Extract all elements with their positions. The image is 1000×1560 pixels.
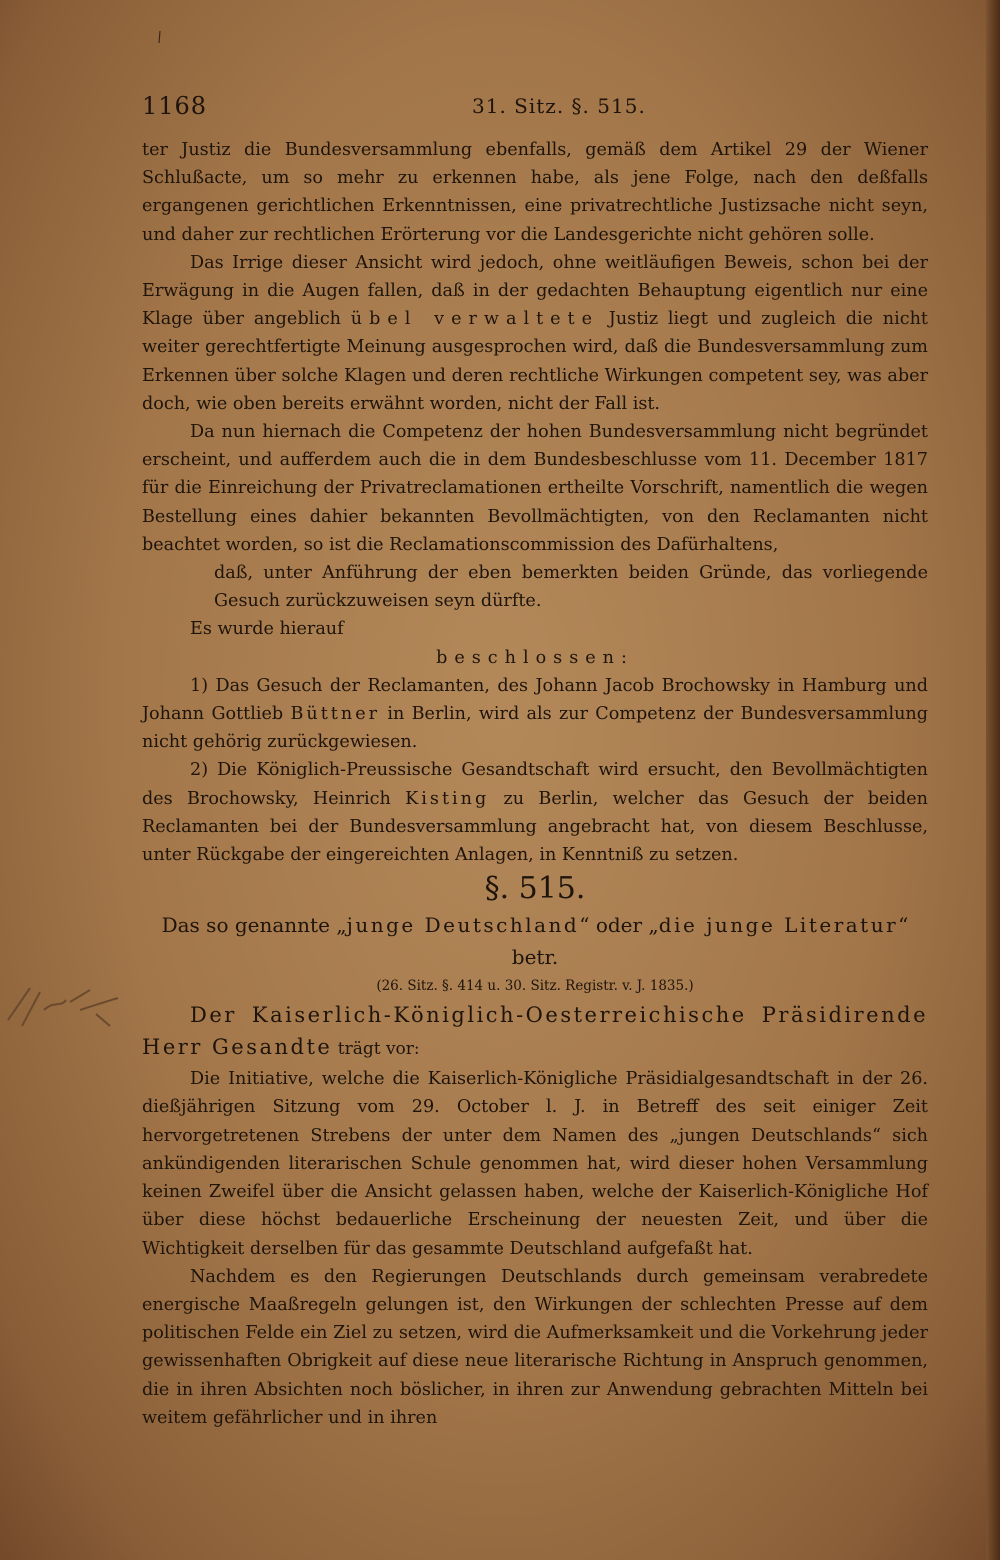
text-run: “ betr. (511, 913, 909, 970)
text-run: zu Berlin, welcher das Gesuch der beiden Reclamanten bei der Bundesversammlung angebracht hat, von diesem Beschlusse, unter Rückgabe der eingereichten Anlagen, in Kenntniß zu setzen. (142, 788, 929, 866)
text-run: in Hamburg und Johann Gottlieb (142, 675, 928, 725)
speaker-line (142, 999, 928, 1065)
paragraph: Nachdem es den Regierungen Deutschlands durch gemeinsam verabredete energische Maaßregeln gelungen ist, den Wirkungen der schlechten Presse auf dem politischen Felde ein Ziel zu setzen, wird die Aufmerksamkeit und die Vorkehrung jeder gewissenhaften Obrigkeit auf diese neue literarische Richtung in Anspruch genommen, die in ihren Absichten noch böslicher, in ihren zur Anwendung gebrachten Mitteln bei weitem gefährlicher und in ihren (142, 1266, 928, 1428)
paragraph: ter Justiz die Bundesversammlung ebenfalls, gemäß dem Artikel 29 der Wiener Schlußacte, um so mehr zu erkennen habe, als jene Folge, nach den deßfalls ergangenen gerichtlichen Erkenntnissen, eine privatrechtliche Justizsache nicht seyn, und daher zur rechtlichen Erörterung vor die Landesgerichte nicht gehören solle. (142, 140, 928, 245)
paragraph: Die Initiative, welche die Kaiserlich-Königliche Präsidialgesandtschaft in der 26. dießjährigen Sitzung vom 29. October l. J. in Betreff des seit einiger Zeit hervorgetretenen Strebens der unter dem Namen des „jungen Deutschlands“ sich ankündigenden literarischen Schule genommen hat, wird dieser hohen Versammlung keinen Zweifel über die Ansicht gelassen haben, welche der Kaiserlich-Königliche Hof über diese höchst bedauerliche Erscheinung der neuesten Zeit, und über die Wichtigkeit derselben für das gesammte Deutschland aufgefaßt hat. (142, 1069, 928, 1259)
name-text: Büttner (290, 704, 381, 725)
paragraph: Es wurde hierauf (190, 619, 344, 640)
emphasis-text: die junge Literatur (658, 913, 899, 938)
paragraph (142, 672, 928, 757)
name-text: Johann Jacob Brochowsky (535, 675, 771, 696)
handwritten-margin-mark (0, 980, 130, 1050)
ink-mark (157, 30, 163, 44)
text-run: Justiz liegt und zugleich die nicht weiter gerechtfertigte Meinung ausgesprochen wird, daß die Bundesversammlung zum Erkennen über solche Klagen und deren rechtliche Wirkungen competent sey, was aber doch, wie oben bereits erwähnt worden, nicht der Fall ist. (142, 309, 928, 414)
section-reference: (26. Sitz. §. 414 u. 30. Sitz. Registr. v. J. 1835.) (376, 978, 694, 995)
text-run: “ oder „ (579, 913, 659, 938)
page-number: 1168 (142, 92, 208, 120)
page-edge (986, 0, 1000, 1560)
emphasis-text: junge Deutschland (346, 913, 580, 938)
page-body (142, 136, 928, 1432)
running-head: 31. Sitz. §. 515. (472, 94, 646, 118)
paragraph (142, 249, 928, 418)
paragraph (142, 756, 928, 869)
page-header (142, 92, 932, 128)
text-run: trägt vor: (332, 1039, 420, 1060)
text-run: in Berlin, wird als zur Competenz der Bundesversammlung nicht gehörig zurückgewiesen. (142, 704, 928, 753)
paragraph: daß, unter Anführung der eben bemerkten beiden Gründe, das vorliegende Gesuch zurückzuweisen seyn dürfte. (214, 563, 928, 612)
text-run: 2) Die Königlich-Preussische Gesandtschaft wird ersucht, den Bevollmächtigten des Brochowsky, Heinrich (142, 760, 928, 809)
section-number: §. 515. (484, 871, 586, 907)
section-title (142, 909, 928, 973)
text-run: Das Irrige dieser Ansicht wird jedoch, ohne weitläufigen Beweis, schon bei der Erwägung in die Augen fallen, daß in der gedachten Behauptung eigentlich nur eine Klage über angeblich (142, 252, 928, 330)
emphasis-text: übel verwaltete (350, 309, 600, 330)
paragraph: Da nun hiernach die Competenz der hohen Bundesversammlung nicht begründet erscheint, und aufferdem auch die in dem Bundesbeschlusse vom 11. December 1817 für die Einreichung der Privatreclamationen ertheilte Vorschrift, namentlich die wegen Bestellung eines dahier bekannten Bevollmächtigten, von den Reclamanten nicht beachtet worden, so ist die Reclamationscommission des Dafürhaltens, (142, 422, 928, 555)
resolution-heading: beschlossen: (436, 647, 634, 668)
speaker-name: Der Kaiserlich-Königlich-Oesterreichische Präsidirende Herr Gesandte (142, 1003, 928, 1060)
name-text: Kisting (405, 788, 490, 809)
text-run: 1) Das Gesuch der Reclamanten, des (190, 675, 536, 696)
text-run: Das so genannte „ (161, 913, 347, 938)
